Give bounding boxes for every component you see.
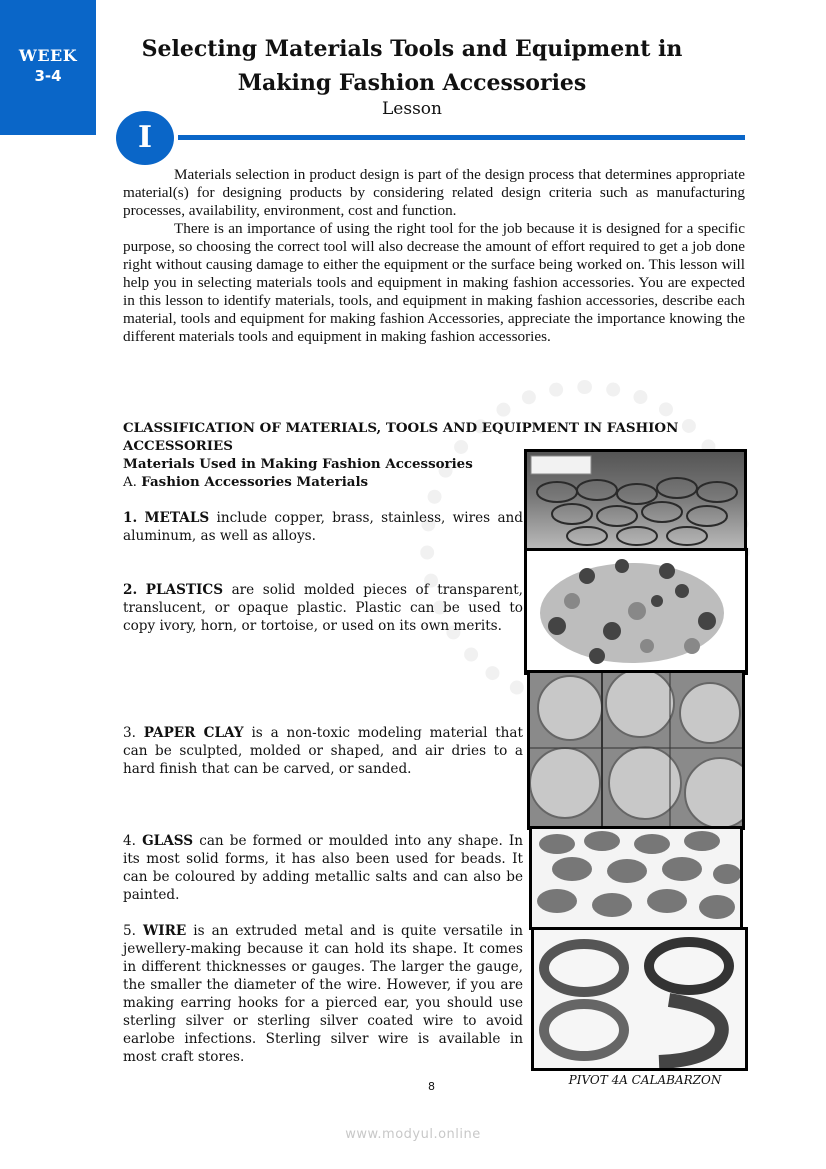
section-letter: A.: [123, 475, 137, 490]
lesson-label: Lesson: [382, 99, 442, 119]
item-description: include copper, brass, stainless, wires and aluminum, as well as alloys.: [123, 510, 524, 544]
intro-text: [123, 166, 745, 346]
glass-beads-photo: [529, 826, 743, 930]
section-marker-icon: I: [116, 111, 174, 165]
item-name: PLASTICS: [145, 582, 224, 598]
item-number: 4.: [123, 833, 136, 849]
title-line-2: Making Fashion Accessories: [237, 70, 587, 96]
page-title: [120, 32, 704, 100]
plastic-beads-photo: [524, 548, 748, 675]
item-number: 1.: [123, 510, 138, 526]
page-number: 8: [428, 1080, 435, 1093]
material-item-paper-clay: [123, 724, 523, 778]
item-name: PAPER CLAY: [143, 725, 244, 741]
item-number: 2.: [123, 582, 138, 598]
item-description: is a non-toxic modeling material that can be sculpted, molded or shaped, and air dries to a hard finish that can be carved, or sanded.: [123, 725, 524, 777]
material-item-metals: [123, 509, 523, 545]
wire-coils-photo: [531, 927, 748, 1071]
section-divider: [178, 135, 745, 140]
metal-rings-photo: [524, 449, 747, 553]
material-item-glass: [123, 832, 523, 904]
title-line-1: Selecting Materials Tools and Equipment in: [141, 36, 683, 62]
item-number: 3.: [123, 725, 136, 741]
section-title: Fashion Accessories Materials: [141, 474, 369, 490]
footer-caption: PIVOT 4A CALABARZON: [568, 1073, 722, 1087]
materials-subheading: Materials Used in Making Fashion Accessories: [123, 456, 473, 472]
intro-paragraph-2: There is an importance of using the right tool for the job because it is designed for a specific purpose, so choosing the correct tool will also decrease the amount of effort required to get a job done right without causing damage to either the equipment or the surface being worked on. This lesson will help you in selecting materials tools and equipment in making fashion accessories. You are expected in this lesson to identify materials, tools, and equipment in making fashion accessories, describe each material, tools and equipment for making fashion Accessories, appreciate the importance knowing the different materials tools and equipment in making fashion accessories.: [123, 220, 745, 345]
week-badge: [0, 0, 96, 135]
item-number: 5.: [123, 923, 136, 939]
material-item-plastics: [123, 581, 523, 635]
item-description: is an extruded metal and is quite versatile in jewellery-making because it can hold its shape. It comes in different thicknesses or gauges. The larger the gauge, the smaller the diameter of the wire. However, if you are making earring hooks for a pierced ear, you should use sterling silver or sterling silver coated wire to avoid earlobe infections. Sterling silver wire is available in most craft stores.: [123, 923, 523, 1065]
item-description: can be formed or moulded into any shape. In its most solid forms, it has also been used for beads. It can be coloured by adding metallic salts and can also be painted.: [123, 833, 523, 903]
item-name: GLASS: [142, 833, 194, 849]
item-name: WIRE: [142, 923, 187, 939]
material-item-wire: [123, 922, 523, 1066]
paper-clay-photo: [527, 670, 745, 830]
classification-heading: CLASSIFICATION OF MATERIALS, TOOLS AND EQUIPMENT IN FASHION ACCESSORIES: [123, 420, 679, 454]
intro-paragraph-1: Materials selection in product design is part of the design process that determines appropriate material(s) for designing products by considering related design criteria such as manufacturing processes, availability, environment, cost and function.: [123, 166, 745, 219]
item-name: METALS: [144, 510, 210, 526]
site-watermark: www.modyul.online: [345, 1127, 481, 1142]
week-label: WEEK: [18, 46, 78, 65]
section-a-heading: [123, 473, 368, 492]
item-description: are solid molded pieces of transparent, translucent, or opaque plastic. Plastic can be used to copy ivory, horn, or tortoise, or used on its own merits.: [123, 582, 523, 634]
week-range: 3-4: [34, 67, 62, 85]
